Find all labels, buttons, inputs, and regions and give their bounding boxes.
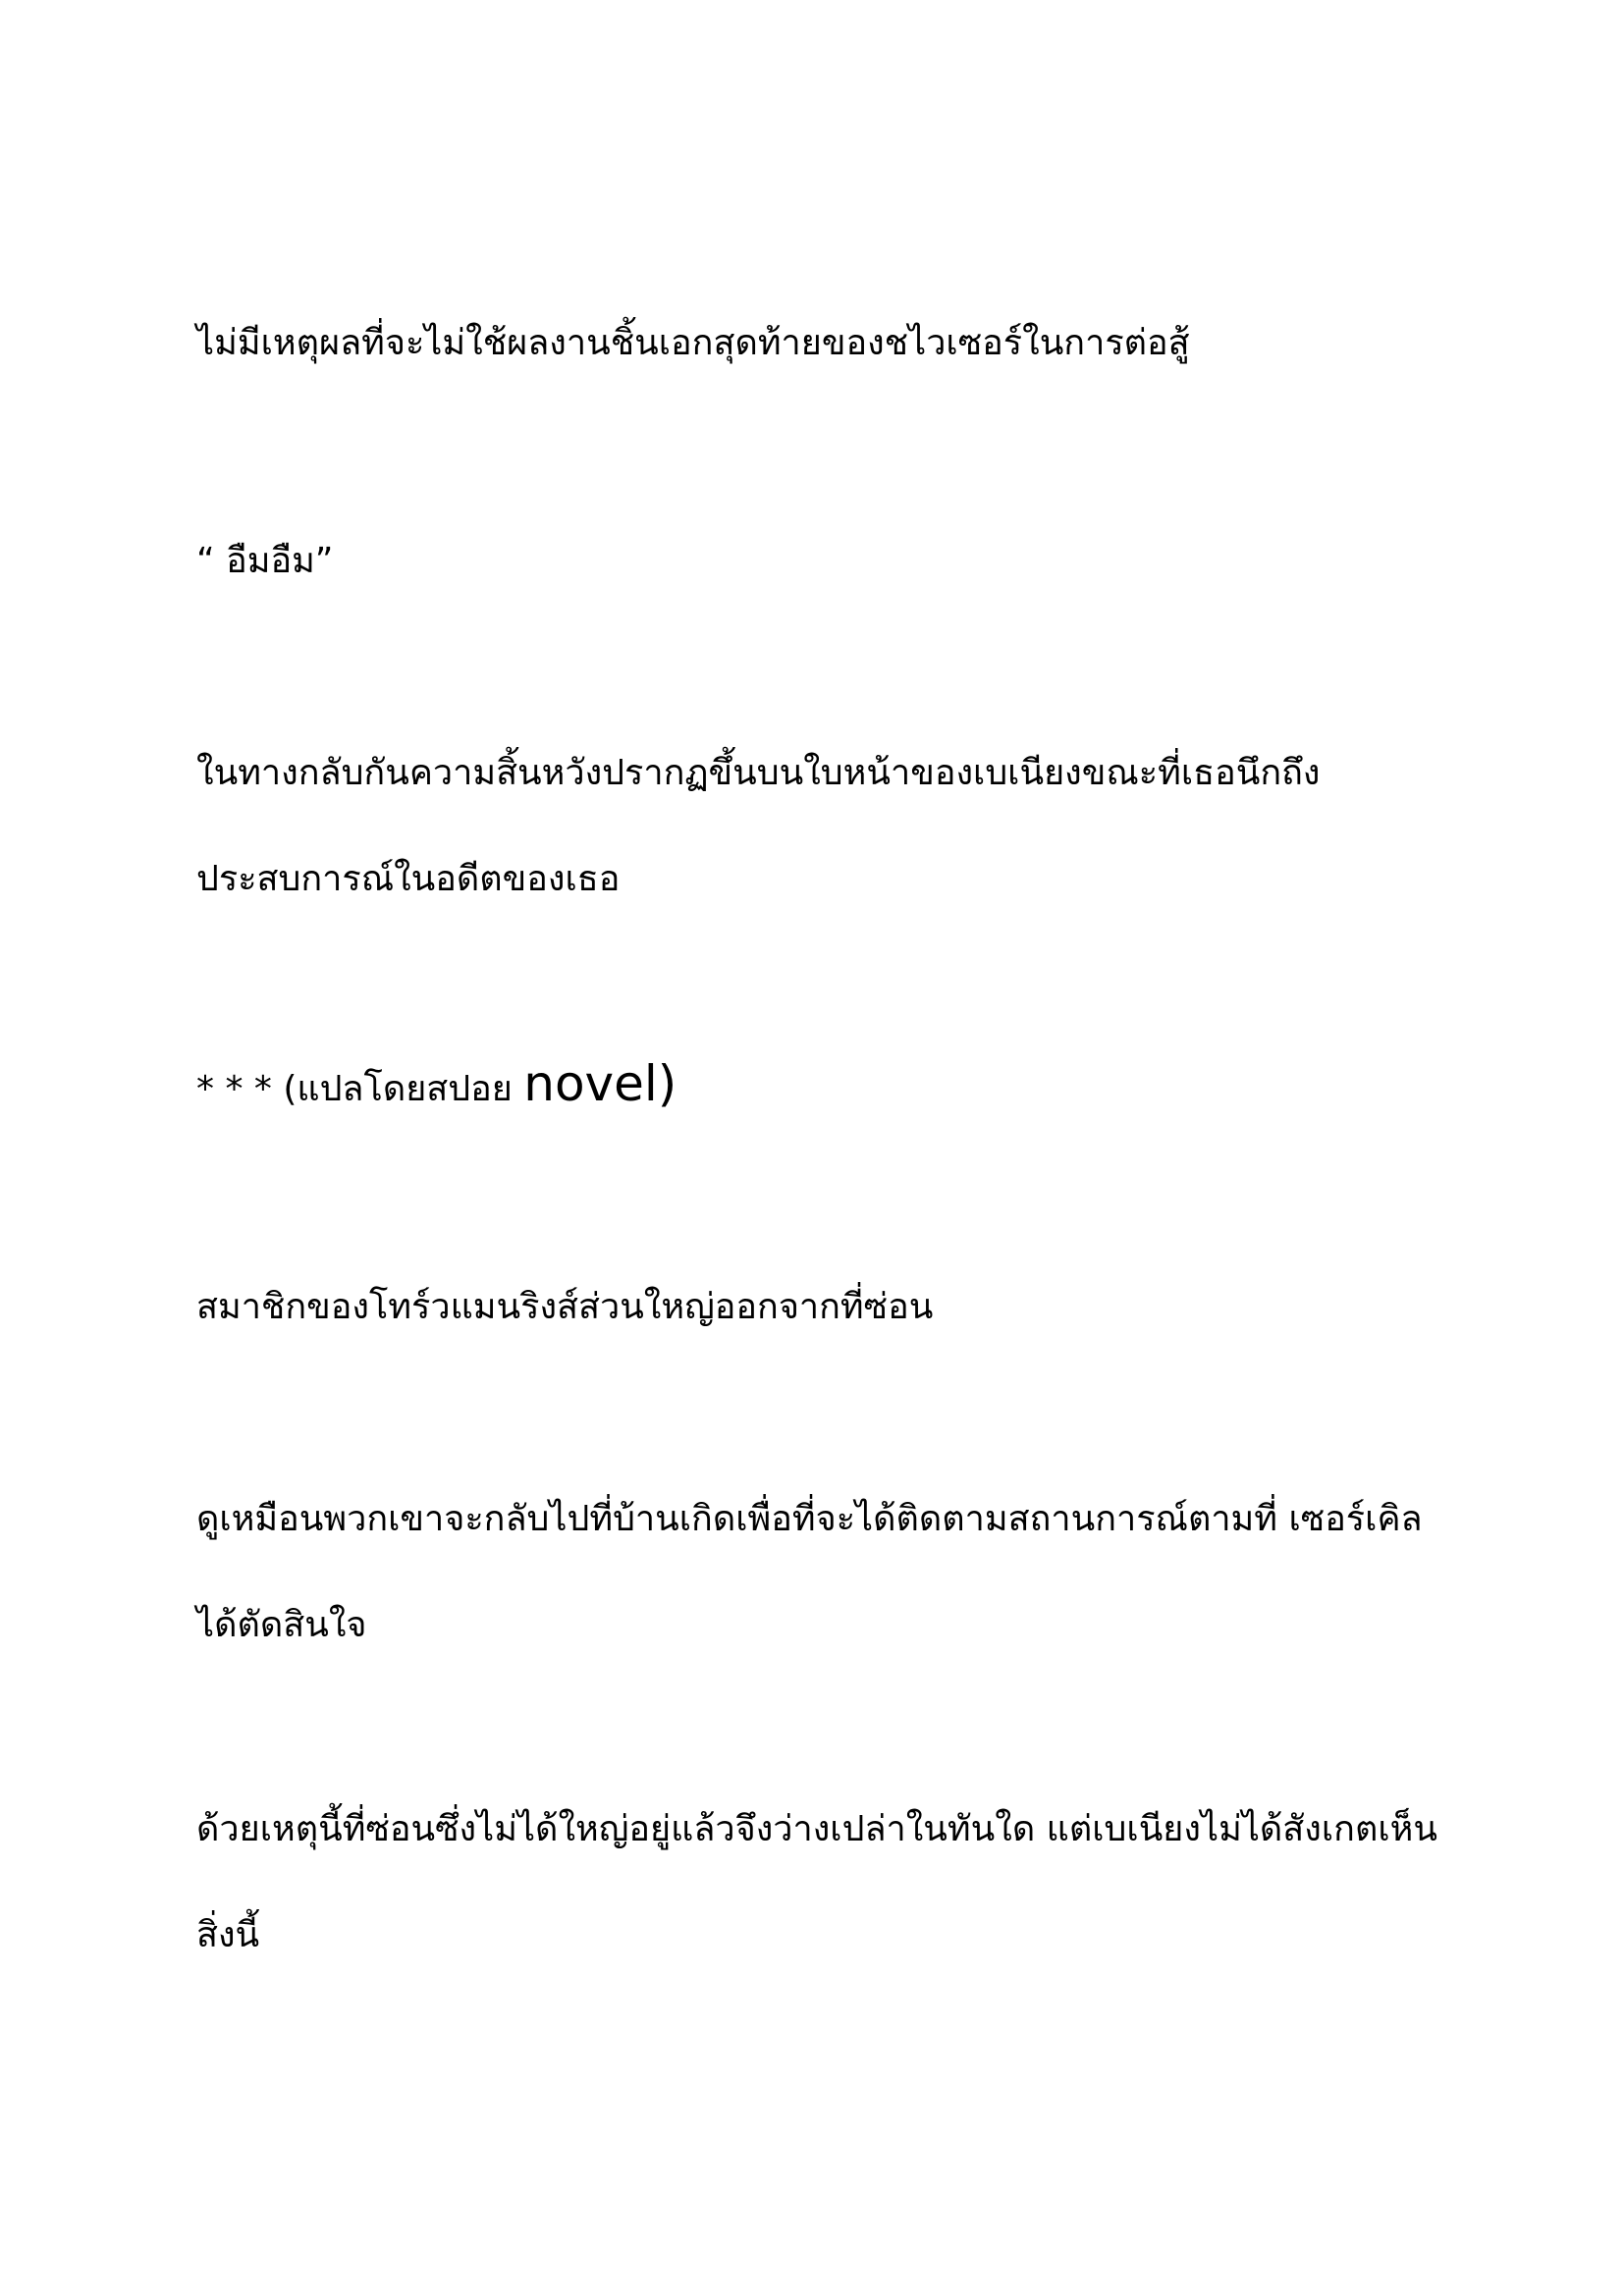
paragraph-2	[196, 508, 1473, 614]
paragraph-line: สิ่งนี้	[196, 1915, 260, 1955]
paragraph-line: ด้วยเหตุนี้ที่ซ่อนซึ่งไม่ได้ใหญ่อยู่แล้วจึงว่างเปล่าในทันใด แต่เบเนียงไม่ได้สังเกตเห็น	[196, 1809, 1437, 1849]
paragraph-line: ดูเหมือนพวกเขาจะกลับไปที่บ้านเกิดเพื่อที่จะได้ติดตามสถานการณ์ตามที่ เซอร์เคิล	[196, 1499, 1423, 1539]
paragraph-line: ประสบการณ์ในอดีตของเธอ	[196, 859, 621, 899]
credit-prefix: * * * (แปลโดยสปอย	[196, 1069, 524, 1109]
paragraph-line: ในทางกลับกันความสิ้นหวังปรากฏขึ้นบนใบหน้าของเบเนียงขณะที่เธอนึกถึง	[196, 753, 1321, 793]
paragraph-7	[196, 1777, 1473, 1989]
paragraph-6	[196, 1467, 1473, 1679]
translator-credit	[196, 1031, 1473, 1143]
credit-suffix: novel)	[523, 1055, 677, 1112]
paragraph-line: สมาชิกของโทร์วแมนริงส์ส่วนใหญ่ออกจากที่ซ่อน	[196, 1287, 934, 1327]
paragraph-1	[196, 291, 1473, 397]
paragraph-3	[196, 721, 1473, 933]
paragraph-line: ได้ตัดสินใจ	[196, 1605, 367, 1645]
paragraph-line: ไม่มีเหตุผลที่จะไม่ใช้ผลงานชิ้นเอกสุดท้ายของชไวเซอร์ในการต่อสู้	[196, 323, 1190, 363]
paragraph-line: “ อืมอืม”	[196, 541, 334, 581]
paragraph-5	[196, 1255, 1473, 1361]
translator-credit-line	[196, 1031, 1473, 1143]
